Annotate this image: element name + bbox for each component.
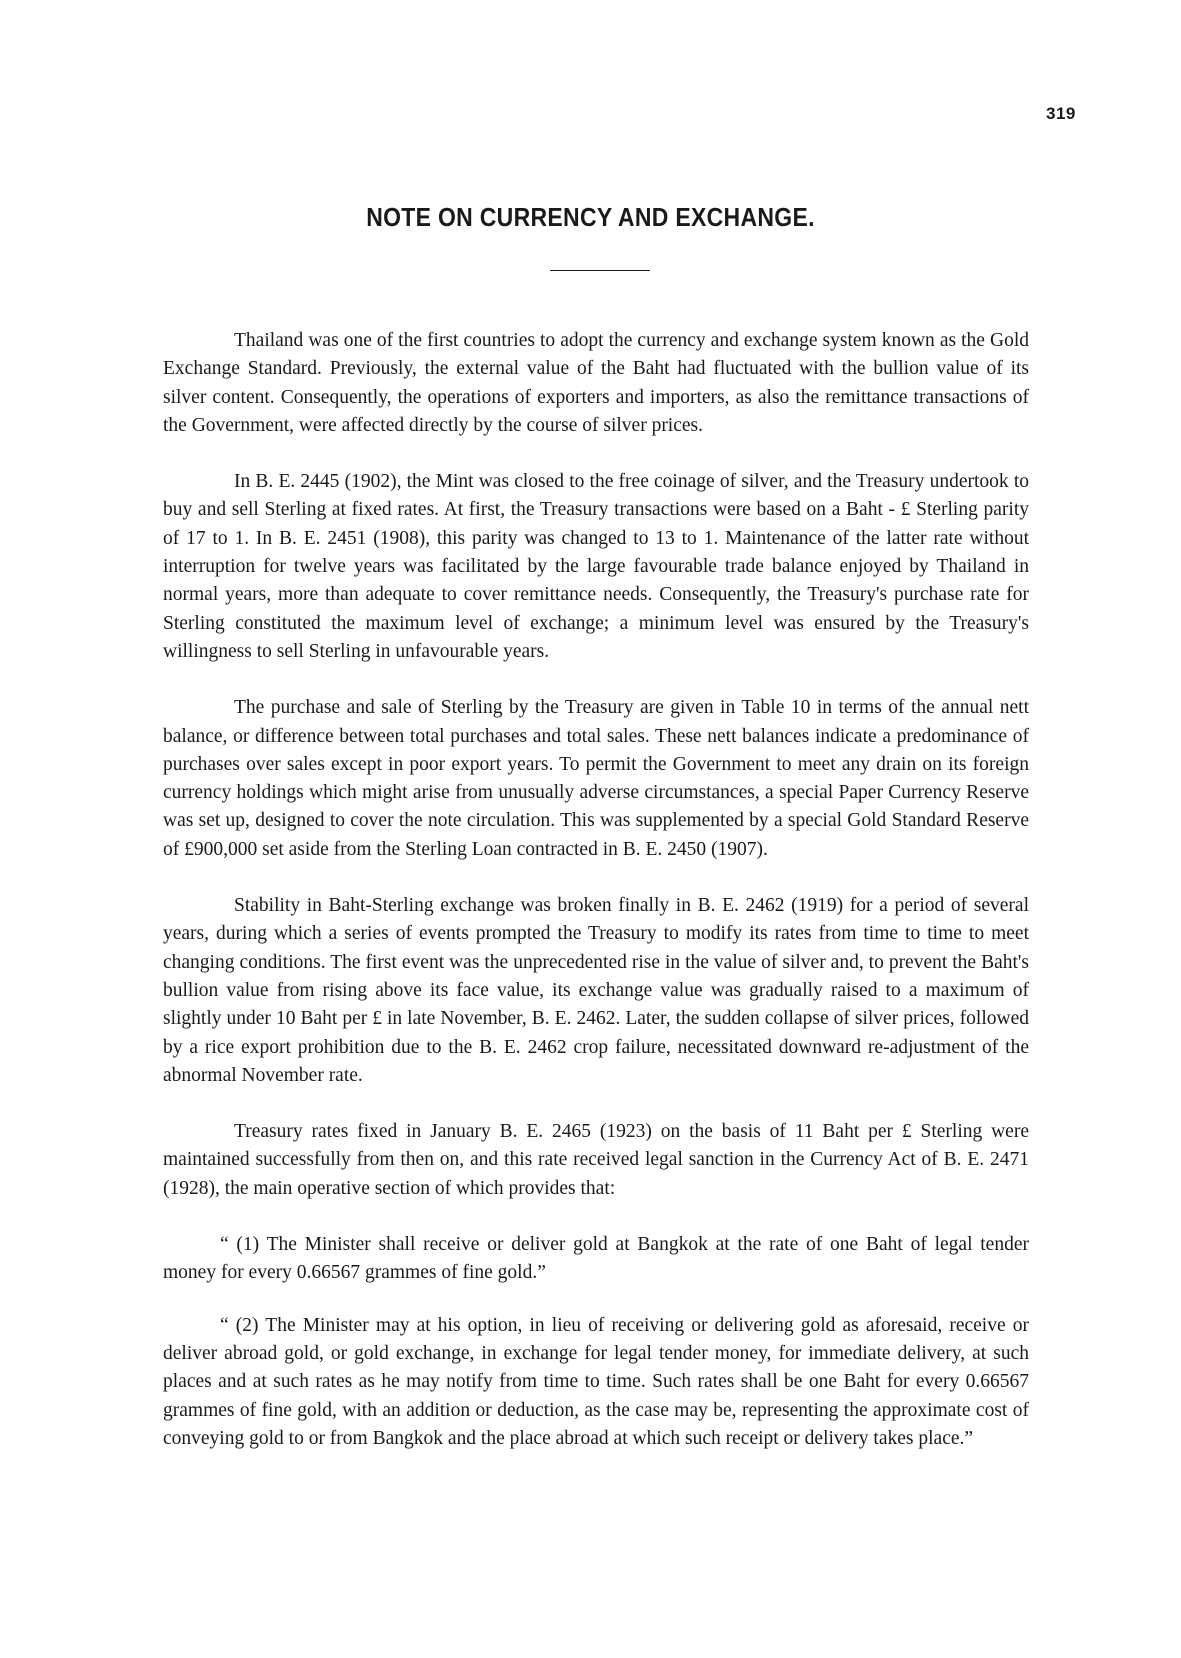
body-text — [163, 327, 1029, 1477]
paragraph-mint-closure: In B. E. 2445 (1902), the Mint was closed to the free coinage of silver, and the Treasury undertook to buy and sell Sterling at fixed rates. At first, the Treasury transactions were based on a Baht - £ Sterling parity of 17 to 1. In B. E. 2451 (1908), this parity was changed to 13 to 1. Maintenance of the latter rate without interruption for twelve years was facilitated by the large favourable trade balance enjoyed by Thailand in normal years, more than adequate to cover remittance needs. Consequently, the Treasury's purchase rate for Sterling constituted the maximum level of exchange; a minimum level was ensured by the Treasury's willingness to sell Sterling in unfavourable years. — [163, 471, 1029, 662]
paragraph-gold-exchange-standard: Thailand was one of the first countries to adopt the currency and exchange system known as the Gold Exchange Standard. Previously, the external value of the Baht had fluctuated with the bullion value of its silver content. Consequently, the operations of exporters and importers, as also the remittance transactions of the Government, were affected directly by the course of silver prices. — [163, 330, 1029, 436]
paragraph-exchange-stability: Stability in Baht-Sterling exchange was broken finally in B. E. 2462 (1919) for a period of several years, during which a series of events prompted the Treasury to modify its rates from time to time to meet changing conditions. The first event was the unprecedented rise in the value of silver and, to prevent the Baht's bullion value from rising above its face value, its exchange value was gradually raised to a maximum of slightly under 10 Baht per £ in late November, B. E. 2462. Later, the sudden collapse of silver prices, followed by a rice export prohibition due to the B. E. 2462 crop failure, necessitated downward re-adjustment of the abnormal November rate. — [163, 895, 1029, 1086]
title-divider — [550, 270, 650, 271]
paragraph-treasury-rates: Treasury rates fixed in January B. E. 2465 (1923) on the basis of 11 Baht per £ Sterling were maintained successfully from then on, and this rate received legal sanction in the Currency Act of B. E. 2471 (1928), the main operative section of which provides that: — [163, 1121, 1029, 1199]
page-number: 319 — [1046, 104, 1076, 123]
quote-section-2: “ (2) The Minister may at his option, in lieu of receiving or delivering gold as aforesaid, receive or deliver abroad gold, or gold exchange, in exchange for legal tender money, for immediate delivery, at such places and at such rates as he may notify from time to time. Such rates shall be one Baht for every 0.66567 grammes of fine gold, with an addition or deduction, as the case may be, representing the approximate cost of conveying gold to or from Bangkok and the place abroad at which such receipt or delivery takes place.” — [163, 1314, 1029, 1449]
paragraph-sterling-purchases: The purchase and sale of Sterling by the Treasury are given in Table 10 in terms of the annual nett balance, or difference between total purchases and total sales. These nett balances indicate a predominance of purchases over sales except in poor export years. To permit the Government to meet any drain on its foreign currency holdings which might arise from unusually adverse circumstances, a special Paper Currency Reserve was set up, designed to cover the note circulation. This was supplemented by a special Gold Standard Reserve of £900,000 set aside from the Sterling Loan contracted in B. E. 2450 (1907). — [163, 697, 1029, 860]
page-title: NOTE ON CURRENCY AND EXCHANGE. — [366, 202, 815, 232]
quote-section-1: “ (1) The Minister shall receive or deliver gold at Bangkok at the rate of one Baht of legal tender money for every 0.66567 grammes of fine gold.” — [163, 1234, 1029, 1284]
